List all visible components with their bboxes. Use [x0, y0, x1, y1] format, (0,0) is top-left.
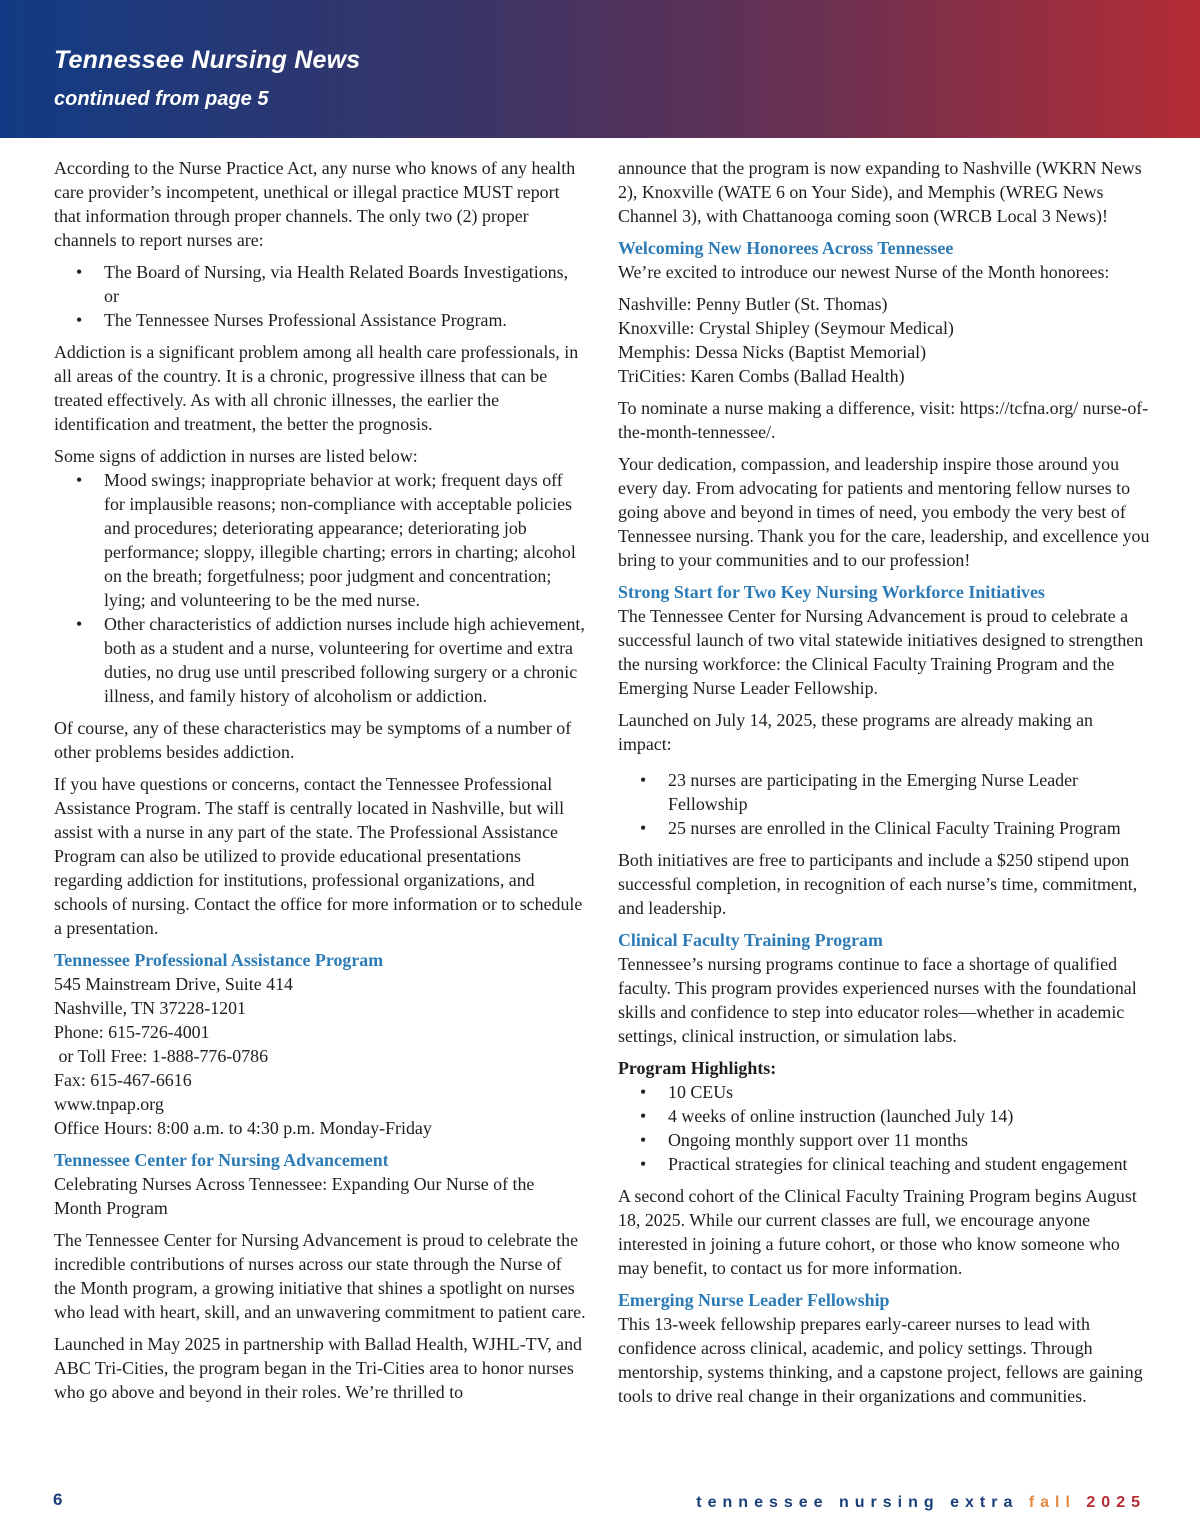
initiatives-heading: Strong Start for Two Key Nursing Workforce Initiatives — [618, 582, 1045, 602]
honoree: Memphis: Dessa Nicks (Baptist Memorial) — [618, 342, 927, 362]
tcna-heading: Tennessee Center for Nursing Advancement — [54, 1150, 389, 1170]
honorees-list — [618, 292, 1150, 388]
list-item: • Practical strategies for clinical teaching and student engagement — [618, 1152, 1150, 1176]
channels-list — [54, 260, 586, 332]
continued-note: continued from page 5 — [54, 88, 269, 110]
paragraph: Both initiatives are free to participants and include a $250 stipend upon successful completion, in recognition of each nurse’s time, commitment, and leadership. — [618, 850, 1138, 918]
website-link[interactable]: www.tnpap.org — [54, 1094, 164, 1114]
publication-footer — [696, 1494, 1146, 1512]
tpap-heading: Tennessee Professional Assistance Program — [54, 950, 384, 970]
enlf-heading: Emerging Nurse Leader Fellowship — [618, 1290, 890, 1310]
paragraph: If you have questions or concerns, contact the Tennessee Professional Assistance Program. The staff is centrally located in Nashville, but will assist with a nurse in any part of the state. The Professional Assistance Program can also be utilized to provide educational presentations regarding addiction for institutions, professional organizations, and schools of nursing. Contact the office for more information or to schedule a presentation. — [54, 774, 583, 938]
tpap-contact — [54, 972, 586, 1140]
paragraph: Addiction is a significant problem among all health care professionals, in all areas of the country. It is a chronic, progressive illness that can be treated effectively. As with all chronic illnesses, the earlier the identification and treatment, the better the prognosis. — [54, 342, 579, 434]
left-column — [54, 156, 586, 1412]
header-banner — [0, 0, 1200, 138]
paragraph: According to the Nurse Practice Act, any nurse who knows of any health care provider’s incompetent, unethical or illegal practice MUST report that information through proper channels. The only two (2) proper channels to report nurses are: — [54, 158, 576, 250]
toll-free: or Toll Free: 1-888-776-0786 — [54, 1046, 269, 1066]
honoree: Nashville: Penny Butler (St. Thomas) — [618, 294, 888, 314]
paragraph: Some signs of addiction in nurses are listed below: — [54, 446, 418, 466]
honorees-heading: Welcoming New Honorees Across Tennessee — [618, 238, 954, 258]
phone: Phone: 615-726-4001 — [54, 1022, 210, 1042]
section-title: Tennessee Nursing News — [54, 46, 361, 74]
list-item: • 10 CEUs — [618, 1080, 1150, 1104]
fax: Fax: 615-467-6616 — [54, 1070, 192, 1090]
paragraph: Launched on July 14, 2025, these programs are already making an impact: — [618, 710, 1093, 754]
paragraph: Launched in May 2025 in partnership with Ballad Health, WJHL-TV, and ABC Tri-Cities, the program began in the Tri-Cities area to honor nurses who go above and beyond in their roles. We’re thrilled to — [54, 1334, 582, 1402]
list-item: • The Board of Nursing, via Health Related Boards Investigations, or — [54, 260, 586, 308]
cftp-heading: Clinical Faculty Training Program — [618, 930, 883, 950]
list-item: • 23 nurses are participating in the Emerging Nurse Leader Fellowship — [618, 768, 1150, 816]
paragraph: A second cohort of the Clinical Faculty Training Program begins August 18, 2025. While our current classes are full, we encourage anyone interested in joining a future cohort, or those who know someone who may benefit, to contact us for more information. — [618, 1186, 1137, 1278]
address-line: Nashville, TN 37228-1201 — [54, 998, 246, 1018]
list-item: • Mood swings; inappropriate behavior at work; frequent days off for implausible reasons; non-compliance with acceptable policies and procedures; deteriorating appearance; deteriorating job performance; sloppy, illegible charting; errors in charting; alcohol on the breath; forgetfulness; poor judgment and concentration; lying; and volunteering to be the med nurse. — [54, 468, 586, 612]
honoree: TriCities: Karen Combs (Ballad Health) — [618, 366, 905, 386]
publication-name: tennessee nursing extra — [696, 1494, 1019, 1511]
list-item: • Ongoing monthly support over 11 months — [618, 1128, 1150, 1152]
list-item: • 25 nurses are enrolled in the Clinical Faculty Training Program — [618, 816, 1150, 840]
list-item: • Other characteristics of addiction nurses include high achievement, both as a student and a nurse, volunteering for overtime and extra duties, no drug use until prescribed following surgery or a chronic illness, and family history of alcoholism or addiction. — [54, 612, 586, 708]
right-column — [618, 156, 1150, 1416]
office-hours: Office Hours: 8:00 a.m. to 4:30 p.m. Monday-Friday — [54, 1118, 432, 1138]
paragraph: Of course, any of these characteristics may be symptoms of a number of other problems besides addiction. — [54, 718, 572, 762]
paragraph: Tennessee’s nursing programs continue to face a shortage of qualified faculty. This program provides experienced nurses with the foundational skills and confidence to step into educator roles—whether in academic settings, clinical instruction, or simulation labs. — [618, 954, 1137, 1046]
address-line: 545 Mainstream Drive, Suite 414 — [54, 974, 293, 994]
highlights-list — [618, 1080, 1150, 1176]
year-label: 2025 — [1086, 1494, 1146, 1511]
page-number: 6 — [53, 1490, 63, 1509]
tcna-subheading: Celebrating Nurses Across Tennessee: Expanding Our Nurse of the Month Program — [54, 1174, 535, 1218]
paragraph: announce that the program is now expanding to Nashville (WKRN News 2), Knoxville (WATE 6 on Your Side), and Memphis (WREG News Channel 3), with Chattanooga coming soon (WRCB Local 3 News)! — [618, 158, 1142, 226]
impact-list — [618, 768, 1150, 840]
paragraph: Your dedication, compassion, and leadership inspire those around you every day. From advocating for patients and mentoring fellow nurses to going above and beyond in times of need, you embody the very best of Tennessee nursing. Thank you for the care, leadership, and excellence you bring to your communities and to our profession! — [618, 454, 1150, 570]
paragraph: The Tennessee Center for Nursing Advancement is proud to celebrate the incredible contributions of nurses across our state through the Nurse of the Month program, a growing initiative that shines a spotlight on nurses who lead with heart, skill, and an unwavering commitment to patient care. — [54, 1230, 586, 1322]
season-label: fall — [1028, 1494, 1076, 1511]
honoree: Knoxville: Crystal Shipley (Seymour Medical) — [618, 318, 954, 338]
paragraph: We’re excited to introduce our newest Nurse of the Month honorees: — [618, 262, 1110, 282]
list-item: • 4 weeks of online instruction (launched July 14) — [618, 1104, 1150, 1128]
paragraph: This 13-week fellowship prepares early-career nurses to lead with confidence across clinical, academic, and policy settings. Through mentorship, systems thinking, and a capstone project, fellows are gaining tools to drive real change in their organizations and communities. — [618, 1314, 1143, 1406]
nomination-paragraph: To nominate a nurse making a difference, visit: https://tcfna.org/ nurse-of-the-month-tennessee/. — [618, 398, 1149, 442]
highlights-heading: Program Highlights: — [618, 1058, 777, 1078]
list-item: • The Tennessee Nurses Professional Assistance Program. — [54, 308, 586, 332]
paragraph: The Tennessee Center for Nursing Advancement is proud to celebrate a successful launch of two vital statewide initiatives designed to strengthen the nursing workforce: the Clinical Faculty Training Program and the Emerging Nurse Leader Fellowship. — [618, 606, 1144, 698]
signs-list — [54, 468, 586, 708]
